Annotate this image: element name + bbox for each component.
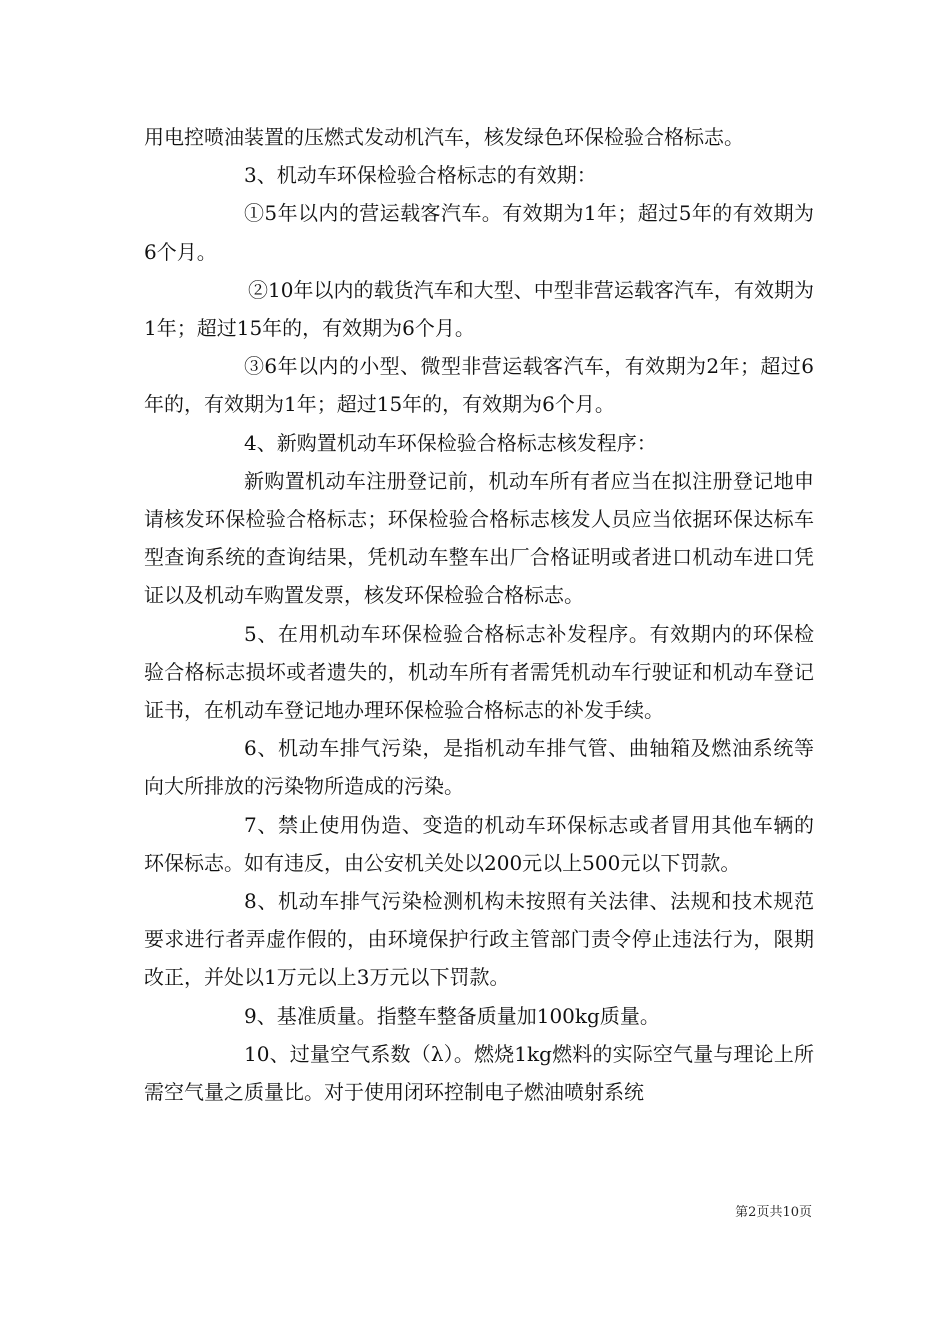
document-body: [144, 118, 814, 1111]
paragraph-6: 4、新购置机动车环保检验合格标志核发程序：: [244, 430, 657, 455]
paragraph-12: 9、基准质量。指整车整备质量加100kg质量。: [244, 1003, 660, 1028]
paragraph-8: 5、在用机动车环保检验合格标志补发程序。有效期内的环保检验合格标志损坏或者遗失的，机动车所有者需凭机动车行驶证和机动车登记证书，在机动车登记地办理环保检验合格标志的补发手续。: [144, 621, 814, 723]
paragraph-5: ③6年以内的小型、微型非营运载客汽车，有效期为2年；超过6年的，有效期为1年；超过15年的，有效期为6个月。: [144, 354, 814, 417]
paragraph-10: 7、禁止使用伪造、变造的机动车环保标志或者冒用其他车辆的环保标志。如有违反，由公安机关处以200元以上500元以下罚款。: [144, 812, 814, 875]
paragraph-2: 3、机动车环保检验合格标志的有效期：: [244, 163, 597, 188]
paragraph-9: 6、机动车排气污染，是指机动车排气管、曲轴箱及燃油系统等向大所排放的污染物所造成的污染。: [144, 736, 814, 799]
paragraph-13: 10、过量空气系数（λ）。燃烧1kg燃料的实际空气量与理论上所需空气量之质量比。对于使用闭环控制电子燃油喷射系统: [144, 1041, 814, 1105]
page-number: 第2页共10页: [735, 1205, 812, 1220]
paragraph-3: ①5年以内的营运载客汽车。有效期为1年；超过5年的有效期为6个月。: [144, 201, 814, 264]
paragraph-7: 新购置机动车注册登记前，机动车所有者应当在拟注册登记地申请核发环保检验合格标志；环保检验合格标志核发人员应当依据环保达标车型查询系统的查询结果，凭机动车整车出厂合格证明或者进口机动车进口凭证以及机动车购置发票，核发环保检验合格标志。: [144, 468, 814, 608]
paragraph-1: 用电控喷油装置的压燃式发动机汽车，核发绿色环保检验合格标志。: [144, 125, 744, 149]
paragraph-11: 8、机动车排气污染检测机构未按照有关法律、法规和技术规范要求进行者弄虚作假的，由环境保护行政主管部门责令停止违法行为，限期改正，并处以1万元以上3万元以下罚款。: [144, 889, 814, 990]
paragraph-4: ②10年以内的载货汽车和大型、中型非营运载客汽车，有效期为1年；超过15年的，有效期为6个月。: [144, 277, 814, 341]
